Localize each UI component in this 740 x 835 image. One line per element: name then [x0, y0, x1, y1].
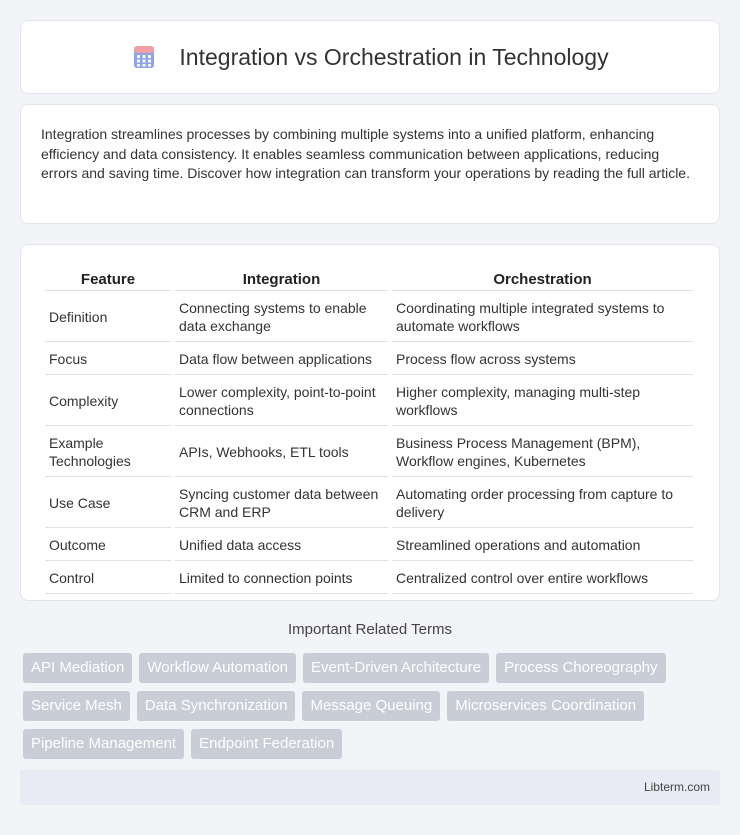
table-row [45, 428, 693, 477]
feature-cell: Control [45, 563, 171, 594]
integration-cell: Syncing customer data between CRM and ERP [175, 479, 388, 528]
header-card [20, 20, 720, 94]
term-tag-api-mediation[interactable]: API Mediation [23, 653, 132, 683]
term-tag-microservices-coordination[interactable]: Microservices Coordination [447, 691, 644, 721]
feature-cell: Example Technologies [45, 428, 171, 477]
table-row [45, 479, 693, 528]
orchestration-cell: Centralized control over entire workflows [392, 563, 693, 594]
table-row [45, 344, 693, 375]
orchestration-cell: Coordinating multiple integrated systems to automate workflows [392, 293, 693, 342]
term-tag-process-choreography[interactable]: Process Choreography [496, 653, 665, 683]
term-tag-workflow-automation[interactable]: Workflow Automation [139, 653, 296, 683]
comparison-table [41, 265, 697, 596]
table-row [45, 377, 693, 426]
integration-cell: APIs, Webhooks, ETL tools [175, 428, 388, 477]
orchestration-cell: Automating order processing from capture to delivery [392, 479, 693, 528]
orchestration-cell: Streamlined operations and automation [392, 530, 693, 561]
footer [20, 770, 720, 805]
integration-cell: Lower complexity, point-to-point connections [175, 377, 388, 426]
intro-card [20, 104, 720, 224]
footer-brand-link[interactable]: Libterm.com [643, 780, 710, 794]
term-tag-pipeline-management[interactable]: Pipeline Management [23, 729, 184, 759]
orchestration-cell: Process flow across systems [392, 344, 693, 375]
term-tag-endpoint-federation[interactable]: Endpoint Federation [191, 729, 342, 759]
feature-cell: Focus [45, 344, 171, 375]
intro-text: Integration streamlines processes by combining multiple systems into a unified platform, enhancing efficiency and data consistency. It enables seamless communication between applications, reducing errors and saving time. Discover how integration can transform your operations by reading the full article. [41, 126, 690, 181]
header-integration: Integration [175, 267, 388, 291]
related-terms-list [23, 653, 723, 759]
calculator-icon [131, 44, 157, 70]
page-title: Integration vs Orchestration in Technology [179, 43, 609, 70]
table-header-row [45, 267, 693, 291]
integration-cell: Data flow between applications [175, 344, 388, 375]
header-feature: Feature [45, 267, 171, 291]
integration-cell: Limited to connection points [175, 563, 388, 594]
related-terms-title: Important Related Terms [288, 621, 452, 638]
feature-cell: Definition [45, 293, 171, 342]
feature-cell: Outcome [45, 530, 171, 561]
table-row [45, 293, 693, 342]
table-row [45, 530, 693, 561]
term-tag-service-mesh[interactable]: Service Mesh [23, 691, 130, 721]
feature-cell: Complexity [45, 377, 171, 426]
term-tag-message-queuing[interactable]: Message Queuing [302, 691, 440, 721]
term-tag-event-driven-architecture[interactable]: Event-Driven Architecture [303, 653, 489, 683]
orchestration-cell: Higher complexity, managing multi-step workflows [392, 377, 693, 426]
header-orchestration: Orchestration [392, 267, 693, 291]
comparison-card [20, 244, 720, 601]
integration-cell: Connecting systems to enable data exchange [175, 293, 388, 342]
table-row [45, 563, 693, 594]
feature-cell: Use Case [45, 479, 171, 528]
integration-cell: Unified data access [175, 530, 388, 561]
term-tag-data-synchronization[interactable]: Data Synchronization [137, 691, 296, 721]
orchestration-cell: Business Process Management (BPM), Workflow engines, Kubernetes [392, 428, 693, 477]
